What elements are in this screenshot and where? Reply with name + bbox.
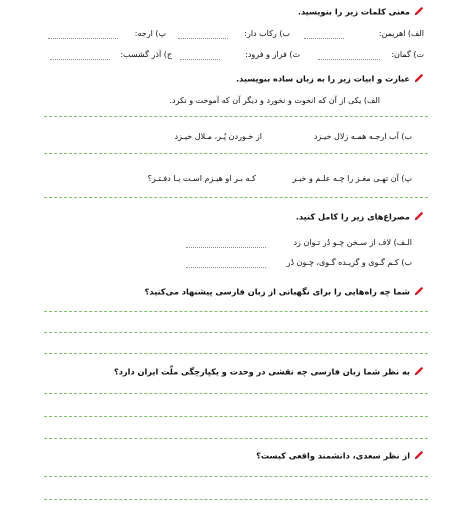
item-2p-left: کـه بـر او هیـزم اسـت یـا دفـتـر؟ <box>147 174 256 183</box>
pencil-icon <box>414 366 424 378</box>
item-1p-label: پ) ارجه: <box>134 29 166 38</box>
item-1th-label: ث) فراز و فرود: <box>245 50 300 59</box>
item-1a-label: الف) اهریمن: <box>378 29 424 38</box>
answer-blank-1b[interactable] <box>178 38 228 39</box>
item-1t-label: ت) گمان: <box>391 50 424 59</box>
pencil-icon <box>414 450 424 462</box>
item-3b-text: ب) کـم گـوی و گزیـده گـوی، چـون دُر <box>286 258 412 267</box>
answer-line-4-3[interactable] <box>44 353 428 354</box>
item-2b-left: از خـوردن پُـر، مـلال خیـزد <box>174 132 262 141</box>
answer-blank-1p[interactable] <box>48 38 118 39</box>
pencil-icon <box>414 73 424 85</box>
answer-line-4-1[interactable] <box>44 311 428 312</box>
answer-line-2b[interactable] <box>44 153 428 154</box>
answer-line-5-3[interactable] <box>44 438 428 439</box>
section-1-title: معنی کلمات زیر را بنویسید. <box>297 6 410 17</box>
answer-line-2a[interactable] <box>44 116 428 117</box>
answer-line-5-2[interactable] <box>44 416 428 417</box>
pencil-icon <box>414 6 424 18</box>
section-4-title: شما چه راه‌هایی را برای نگهبانی از زبان فارسی پیشنهاد می‌کنید؟ <box>144 286 410 297</box>
answer-blank-1th[interactable] <box>180 59 220 60</box>
section-6-title: از نظر سعدی، دانشمند واقعی کیست؟ <box>256 450 410 461</box>
answer-line-6-1[interactable] <box>44 476 428 477</box>
item-2b-right: ب) آب ارجـه همـه زلال خیـزد <box>313 132 412 141</box>
section-2-heading <box>236 73 424 85</box>
pencil-icon <box>414 211 424 223</box>
answer-blank-3a[interactable] <box>186 247 266 248</box>
item-1b-label: ب) رکاب دار: <box>244 29 290 38</box>
section-4-heading <box>145 286 424 298</box>
section-5-heading <box>114 366 424 378</box>
item-1j-label: ج) آذر گشسب: <box>120 50 172 59</box>
item-2a-text: الف) یکی از آن که انخوت و نخورد و دیگر آن که آموخت و نکرد. <box>169 96 380 105</box>
item-3a-text: الـف) لاف از سـخن چـو دُر تـوان زد <box>293 238 412 247</box>
section-3-title: مصراع‌های زیر را کامل کنید. <box>295 211 410 222</box>
pencil-icon <box>414 286 424 298</box>
answer-line-2p[interactable] <box>44 197 428 198</box>
section-3-heading <box>296 211 424 223</box>
section-1-heading <box>298 6 424 18</box>
answer-blank-3b[interactable] <box>186 267 266 268</box>
answer-line-4-2[interactable] <box>44 332 428 333</box>
answer-blank-1a[interactable] <box>304 38 344 39</box>
answer-line-5-1[interactable] <box>44 393 428 394</box>
answer-line-6-2[interactable] <box>44 499 428 500</box>
item-2p-right: پ) آن تهـی مغـز را چـه علـم و خبـر <box>292 174 412 183</box>
section-6-heading <box>256 450 424 462</box>
answer-blank-1t[interactable] <box>318 59 380 60</box>
section-2-title: عبارت و ابیات زیر را به زبان ساده بنویسید. <box>236 73 410 84</box>
answer-blank-1j[interactable] <box>50 59 110 60</box>
section-5-title: به نظر شما زبان فارسی چه نقشی در وحدت و یکپارچگی ملّت ایران دارد؟ <box>113 366 410 377</box>
